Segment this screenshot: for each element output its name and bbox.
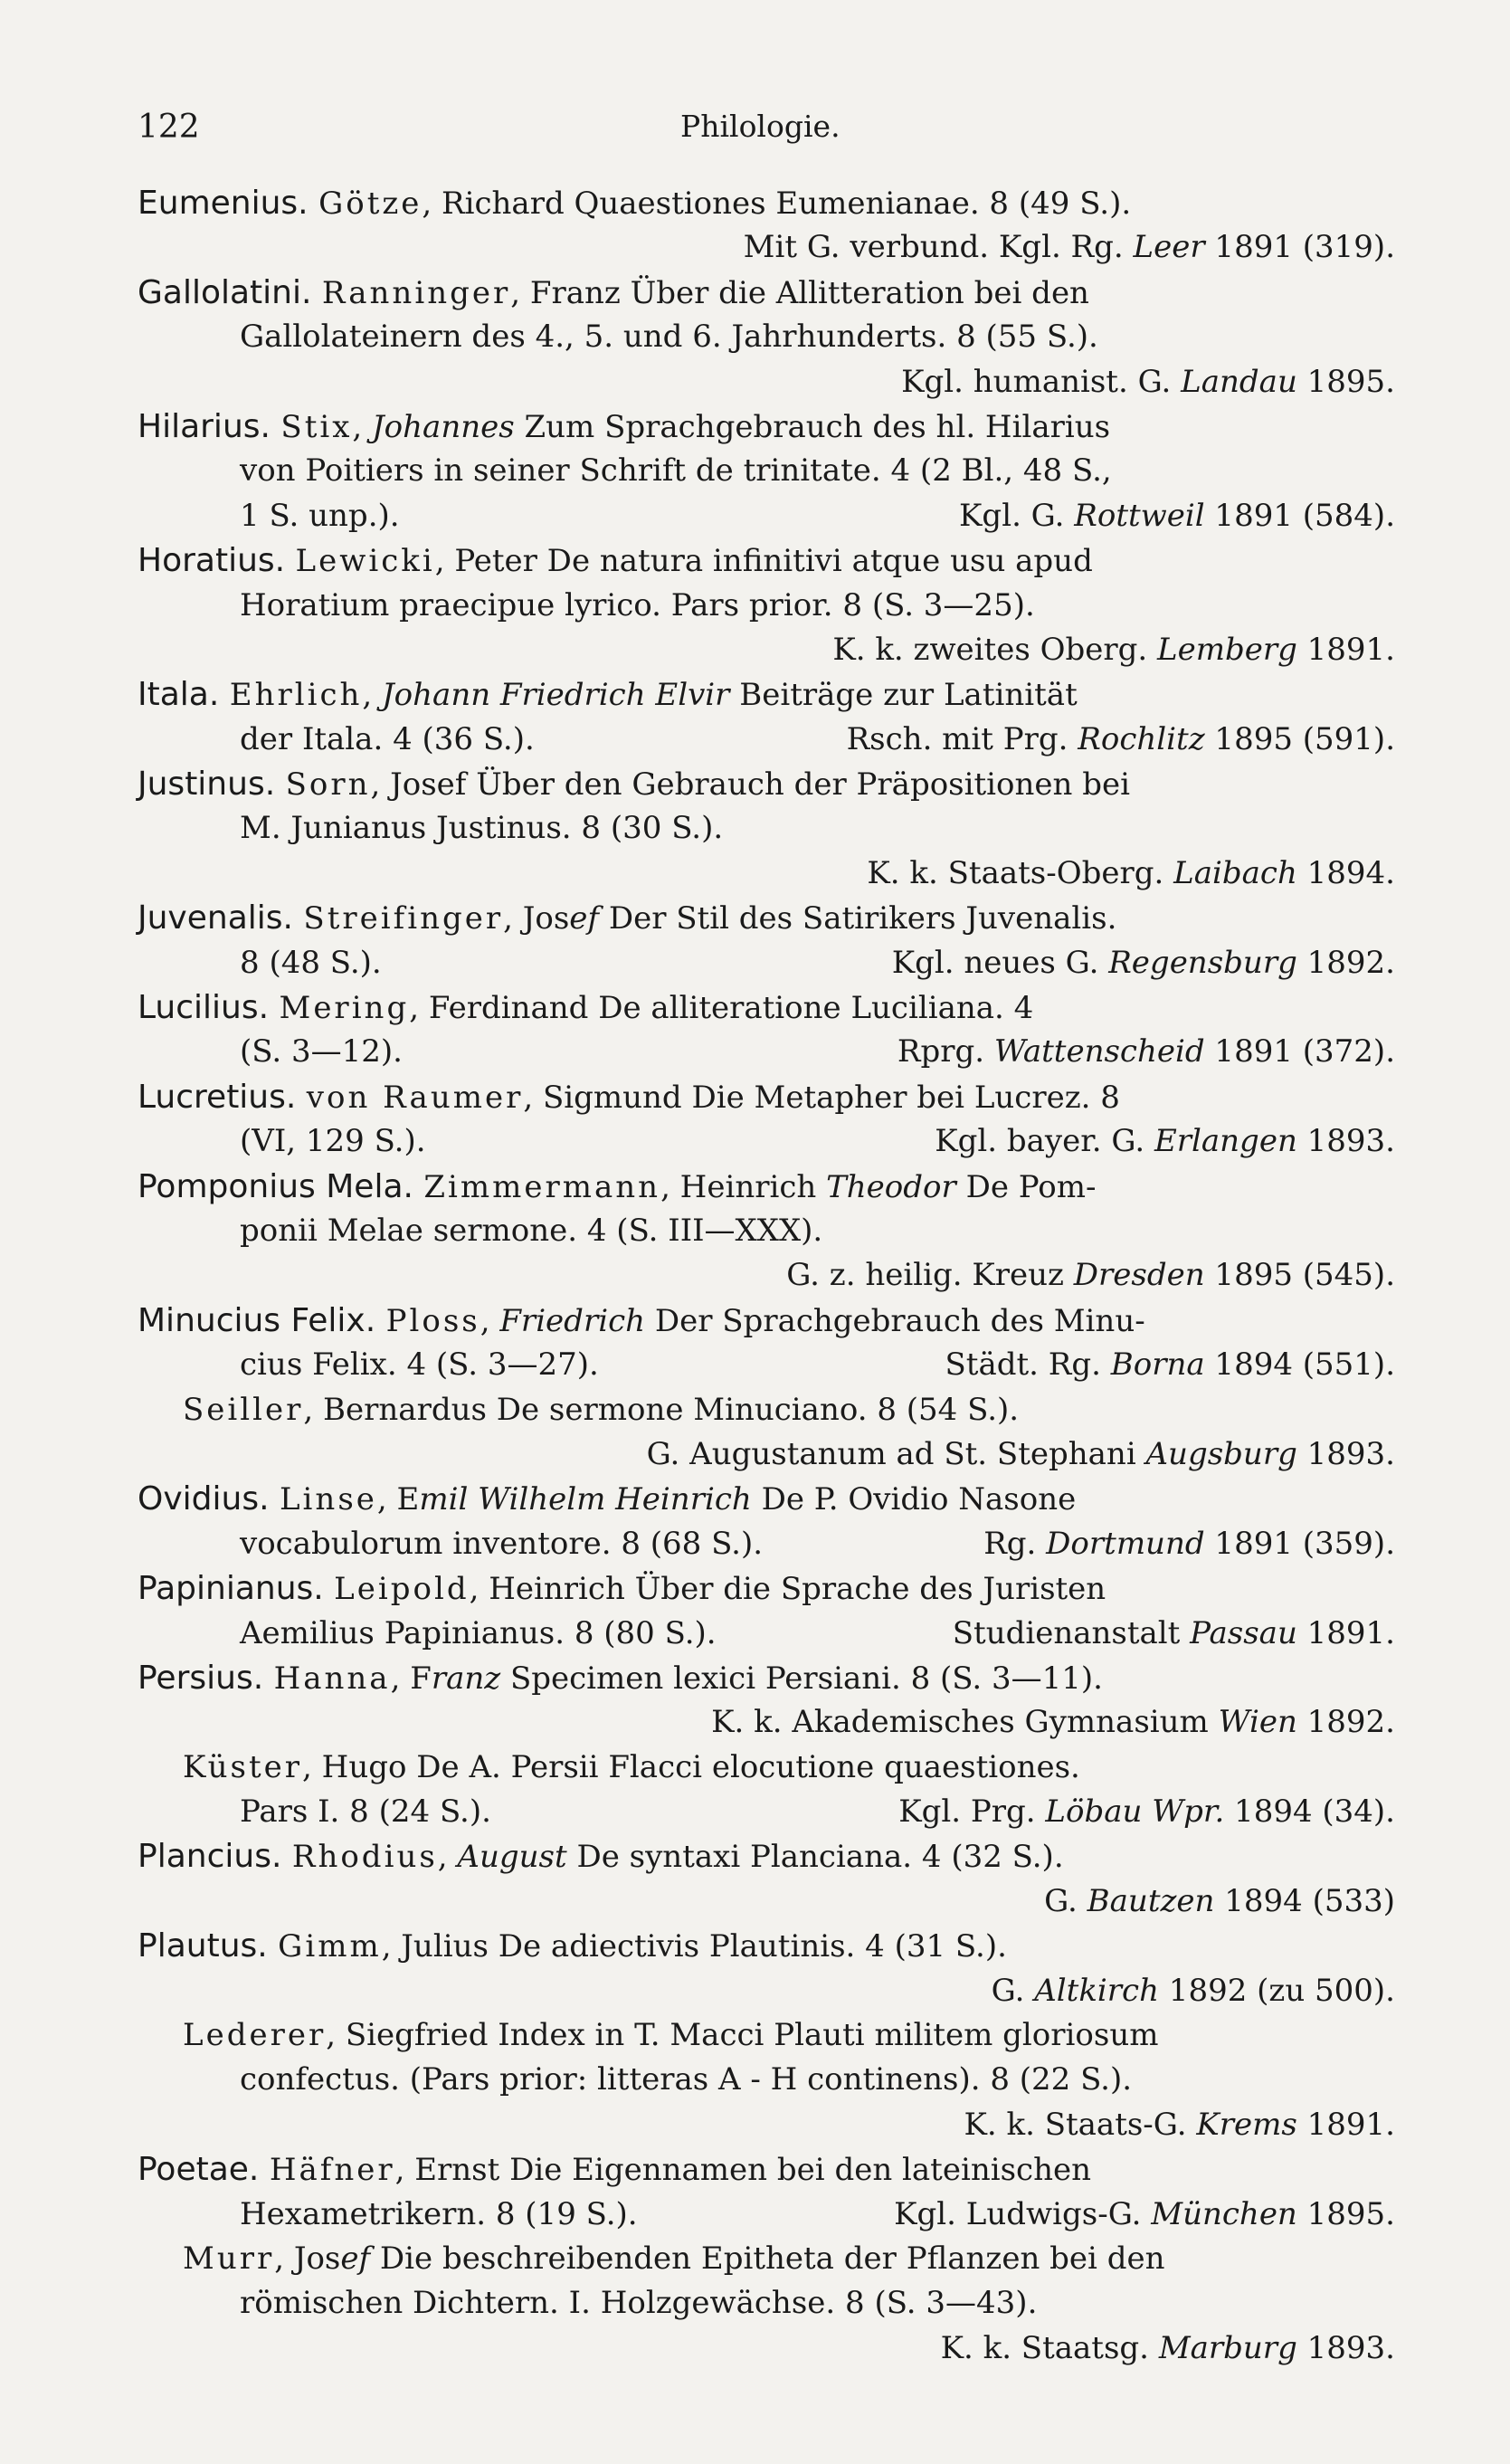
text-run: K. k. Staats-Oberg. <box>867 854 1174 891</box>
entry-line <box>138 1119 1395 1164</box>
school-reference <box>898 1790 1395 1834</box>
entry-line <box>138 762 1395 806</box>
entry-line <box>138 271 1395 315</box>
italic-text: Landau <box>1181 363 1297 400</box>
text-run: De P. Ovidio Nasone <box>751 1481 1077 1518</box>
entry-line <box>138 315 1395 359</box>
page-number: 122 <box>138 109 200 146</box>
text-run: , Ferdinand De alliteratione Luciliana. 4 <box>409 990 1034 1027</box>
italic-text: Altkirch <box>1034 1972 1159 2009</box>
text-run: Rg. <box>983 1525 1047 1562</box>
school-reference <box>897 1030 1395 1074</box>
text-run: De Pom- <box>955 1168 1097 1205</box>
entry-line <box>138 1432 1395 1477</box>
author-name: Ranninger <box>321 274 511 311</box>
italic-text: Borna <box>1110 1346 1205 1384</box>
text-run: (S. 3—12). <box>240 1033 403 1070</box>
text-run: G. <box>1044 1882 1087 1919</box>
school-reference <box>959 494 1395 538</box>
text-run: 1892. <box>1296 944 1395 981</box>
text-run: , Peter De natura infinitivi atque usu apud <box>434 543 1093 580</box>
text-run: der Itala. 4 (36 S.). <box>240 720 535 757</box>
text-run: Studienanstalt <box>952 1614 1191 1651</box>
text-run: K. k. Staatsg. <box>940 2329 1159 2366</box>
school-reference <box>953 1612 1395 1656</box>
headword: Persius. <box>138 1659 274 1697</box>
text-run: , <box>480 1302 500 1339</box>
school-reference <box>983 1522 1395 1566</box>
text-run: 1891. <box>1296 631 1395 668</box>
entry-line <box>138 2193 1395 2237</box>
text-run: Mit G. verbund. Kgl. Rg. <box>743 229 1134 266</box>
text-run: , Heinrich Über die Sprache des Juristen <box>469 1571 1106 1608</box>
entry-line <box>138 1343 1395 1387</box>
text-run: 1893. <box>1296 1435 1395 1472</box>
headword: Lucilius. <box>138 989 280 1027</box>
text-run: 1892. <box>1296 1704 1395 1741</box>
author-name: Streifinger <box>303 900 504 937</box>
entry-line <box>138 1879 1395 1924</box>
entry-line <box>138 404 1395 449</box>
text-run: 1891. <box>1296 1614 1395 1651</box>
entry-line <box>138 225 1395 270</box>
italic-text: Passau <box>1190 1614 1297 1651</box>
entry-line <box>138 181 1395 225</box>
text-run: G. <box>991 1972 1035 2009</box>
entry-line <box>138 1477 1395 1521</box>
text-run: Horatium praecipue lyrico. Pars prior. 8 (S. 3—25). <box>240 586 1035 623</box>
italic-text: Friedrich <box>499 1302 646 1339</box>
entry-line <box>138 2013 1395 2058</box>
entry-line <box>138 851 1395 896</box>
text-run: M. Junianus Justinus. 8 (30 S.). <box>240 810 724 847</box>
text-run: , Josef Über den Gebrauch der Präpositionen bei <box>370 766 1130 804</box>
text-run: Der Sprachgebrauch des Minu- <box>645 1302 1145 1339</box>
school-reference <box>935 1119 1395 1164</box>
text-run: , <box>437 1839 458 1876</box>
headword: Itala. <box>138 676 230 714</box>
entry-line <box>138 1075 1395 1119</box>
text-run: , Sigmund Die Metapher bei Lucrez. 8 <box>523 1079 1120 1116</box>
entry-line <box>138 1030 1395 1074</box>
author-name: Häfner <box>269 2152 395 2189</box>
text-run: cius Felix. 4 (S. 3—27). <box>240 1346 599 1384</box>
text-run: , F <box>390 1660 432 1697</box>
text-run: , Richard Quaestiones Eumenianae. 8 (49 S.). <box>422 186 1132 222</box>
italic-text: Rochlitz <box>1078 720 1205 757</box>
italic-text: München <box>1151 2195 1297 2232</box>
italic-text: Bautzen <box>1087 1882 1215 1919</box>
text-run: K. k. Akademisches Gymnasium <box>711 1704 1219 1741</box>
headword: Ovidius. <box>138 1480 280 1518</box>
text-run: , Ernst Die Eigennamen bei den lateinischen <box>394 2152 1092 2189</box>
author-name: Linse <box>279 1481 377 1518</box>
running-title: Philologie. <box>680 109 840 144</box>
author-name: Gimm <box>278 1928 382 1965</box>
italic-text: ef <box>340 2240 371 2277</box>
entry-line <box>138 628 1395 672</box>
author-name: Küster <box>183 1748 303 1785</box>
text-run: 1894 (533) <box>1214 1882 1395 1919</box>
italic-text: mil Wilhelm Heinrich <box>419 1481 752 1518</box>
headword: Plautus. <box>138 1927 279 1965</box>
headword: Justinus. <box>138 766 286 804</box>
text-run: , Heinrich <box>660 1168 827 1205</box>
italic-text: August <box>457 1839 567 1876</box>
entry-line <box>138 672 1395 717</box>
text-run: , Bernardus De sermone Minuciano. 8 (54 S.). <box>303 1391 1020 1428</box>
italic-text: Löbau Wpr. <box>1045 1793 1225 1831</box>
italic-text: ef <box>569 900 600 937</box>
entry-line <box>138 1790 1395 1834</box>
italic-text: Johann Friedrich <box>382 677 646 714</box>
text-run: 1891 (359). <box>1204 1525 1395 1562</box>
school-reference <box>892 941 1395 985</box>
entry-line <box>138 1522 1395 1566</box>
text-run: Städt. Rg. <box>945 1346 1111 1384</box>
text-run: von Poitiers in seiner Schrift de trinitate. 4 (2 Bl., 48 S., <box>240 452 1112 490</box>
bibliography-list <box>138 181 1395 2371</box>
headword: Gallolatini. <box>138 273 322 311</box>
text-run: Die beschreibenden Epitheta der Pflanzen bei den <box>370 2240 1165 2277</box>
text-run: De syntaxi Planciana. 4 (32 S.). <box>566 1839 1064 1876</box>
entry-line <box>138 360 1395 404</box>
text-run: Specimen lexici Persiani. 8 (S. 3—11). <box>500 1660 1103 1697</box>
text-run: confectus. (Pars prior: litteras A - H continens). 8 (22 S.). <box>240 2061 1133 2098</box>
text-run: römischen Dichtern. I. Holzgewächse. 8 (S. 3—43). <box>240 2285 1038 2322</box>
author-name: Sorn <box>285 766 371 804</box>
text-run: 1895 (545). <box>1204 1257 1395 1294</box>
text-run: 8 (48 S.). <box>240 944 382 981</box>
italic-text: Elvir <box>655 677 730 714</box>
text-run: Rprg. <box>897 1033 994 1070</box>
text-run: K. k. Staats-G. <box>964 2106 1197 2143</box>
italic-text: Dortmund <box>1046 1525 1205 1562</box>
headword: Lucretius. <box>138 1078 307 1116</box>
school-reference <box>847 718 1395 762</box>
author-name: Leipold <box>334 1571 470 1608</box>
headword: Hilarius. <box>138 407 281 445</box>
author-name: Seiller <box>183 1391 304 1428</box>
entry-line <box>138 2326 1395 2371</box>
text-run: G. z. heilig. Kreuz <box>786 1257 1074 1294</box>
text-run: Hexametrikern. 8 (19 S.). <box>240 2195 638 2232</box>
entry-line <box>138 1746 1395 1790</box>
italic-text: Theodor <box>826 1168 956 1205</box>
entry-line <box>138 2237 1395 2281</box>
text-run: , <box>362 677 383 714</box>
entry-line <box>138 1834 1395 1879</box>
entry-line <box>138 985 1395 1030</box>
italic-text: Erlangen <box>1154 1123 1297 1160</box>
entry-line <box>138 1388 1395 1432</box>
text-run: 1895 (591). <box>1204 720 1395 757</box>
entry-line <box>138 2103 1395 2147</box>
entry-line <box>138 1299 1395 1343</box>
text-run: 1893. <box>1296 2329 1395 2366</box>
text-run <box>646 677 656 713</box>
headword: Papinianus. <box>138 1570 335 1608</box>
school-reference <box>894 2193 1395 2237</box>
italic-text: Wien <box>1218 1704 1297 1741</box>
text-run: (VI, 129 S.). <box>240 1123 426 1160</box>
headword: Plancius. <box>138 1838 292 1876</box>
italic-text: Lemberg <box>1157 631 1297 668</box>
text-run: Der Stil des Satirikers Juvenalis. <box>599 900 1117 937</box>
text-run: 1 S. unp.). <box>240 497 400 534</box>
italic-text: Marburg <box>1158 2329 1297 2366</box>
entry-line <box>138 718 1395 762</box>
text-run: 1891 (372). <box>1204 1033 1395 1070</box>
text-run: 1895. <box>1296 2195 1395 2232</box>
text-run: , Jos <box>274 2240 341 2277</box>
text-run: Beiträge zur Latinität <box>729 677 1078 714</box>
text-run: , Julius De adiectivis Plautinis. 4 (31 S.). <box>381 1928 1007 1965</box>
author-name: Lewicki <box>295 543 435 580</box>
headword: Pomponius Mela. <box>138 1167 424 1205</box>
entry-line <box>138 1566 1395 1611</box>
entry-line <box>138 1969 1395 2013</box>
italic-text: Rottweil <box>1074 497 1205 534</box>
headword: Juvenalis. <box>138 899 304 937</box>
entry-line <box>138 1612 1395 1656</box>
author-name: Götze <box>318 186 423 222</box>
text-run: Pars I. 8 (24 S.). <box>240 1793 491 1831</box>
italic-text: Leer <box>1133 229 1205 266</box>
author-name: Hanna <box>273 1660 391 1697</box>
entry-line <box>138 896 1395 940</box>
text-run: Gallolateinern des 4., 5. und 6. Jahrhunderts. 8 (55 S.). <box>240 319 1098 356</box>
text-run: Kgl. Ludwigs-G. <box>894 2195 1152 2232</box>
italic-text: Johannes <box>372 408 515 445</box>
school-reference <box>945 1343 1395 1387</box>
page-header <box>138 109 1386 154</box>
text-run: , Hugo De A. Persii Flacci elocutione quaestiones. <box>302 1748 1080 1785</box>
text-run: , E <box>376 1481 420 1518</box>
entry-line <box>138 494 1395 538</box>
italic-text: Laibach <box>1173 854 1297 891</box>
text-run: 1894 (34). <box>1224 1793 1395 1831</box>
entry-line <box>138 1700 1395 1745</box>
entry-line <box>138 806 1395 851</box>
author-name: Ploss <box>385 1302 480 1339</box>
author-name: Zimmermann <box>423 1168 661 1205</box>
entry-line <box>138 941 1395 985</box>
entry-line <box>138 584 1395 628</box>
text-run: , <box>352 408 373 445</box>
author-name: Stix <box>280 408 353 445</box>
text-run: 1894 (551). <box>1204 1346 1395 1384</box>
text-run: , Jos <box>503 900 570 937</box>
text-run: , Franz Über die Allitteration bei den <box>510 274 1089 311</box>
entry-line <box>138 1209 1395 1253</box>
author-name: Murr <box>183 2240 275 2277</box>
italic-text: Wattenscheid <box>993 1033 1205 1070</box>
text-run: Rsch. mit Prg. <box>846 720 1078 757</box>
entry-line <box>138 449 1395 493</box>
italic-text: Krems <box>1196 2106 1297 2143</box>
text-run: , Siegfried Index in T. Macci Plauti militem gloriosum <box>326 2017 1159 2054</box>
author-name: von Raumer <box>306 1079 524 1116</box>
author-name: Ehrlich <box>229 677 363 714</box>
entry-line <box>138 2058 1395 2102</box>
text-run: Kgl. G. <box>959 497 1075 534</box>
italic-text: Regensburg <box>1108 944 1297 981</box>
text-run: G. Augustanum ad St. Stephani <box>646 1435 1146 1472</box>
entry-line <box>138 538 1395 583</box>
text-run: Kgl. humanist. G. <box>901 363 1182 400</box>
italic-text: ranz <box>431 1660 501 1697</box>
text-run: 1894. <box>1296 854 1395 891</box>
entry-line <box>138 1165 1395 1209</box>
text-run: 1893. <box>1296 1123 1395 1160</box>
italic-text: Dresden <box>1073 1257 1205 1294</box>
text-run: Zum Sprachgebrauch des hl. Hilarius <box>514 408 1111 445</box>
entry-line <box>138 1924 1395 1968</box>
entry-line <box>138 1656 1395 1700</box>
text-run: K. k. zweites Oberg. <box>832 631 1157 668</box>
italic-text: Augsburg <box>1145 1435 1297 1472</box>
entry-line <box>138 2281 1395 2326</box>
author-name: Rhodius <box>291 1839 438 1876</box>
entry-line <box>138 1253 1395 1298</box>
text-run: Kgl. bayer. G. <box>935 1123 1154 1160</box>
text-run: 1895. <box>1296 363 1395 400</box>
text-run: Kgl. Prg. <box>898 1793 1046 1831</box>
text-run: 1891. <box>1296 2106 1395 2143</box>
text-run: ponii Melae sermone. 4 (S. III—XXX). <box>240 1212 823 1249</box>
text-run: vocabulorum inventore. 8 (68 S.). <box>240 1525 764 1562</box>
headword: Eumenius. <box>138 185 319 222</box>
text-run: Kgl. neues G. <box>891 944 1109 981</box>
headword: Minucius Felix. <box>138 1301 386 1339</box>
text-run: 1891 (584). <box>1204 497 1395 534</box>
text-run: 1892 (zu 500). <box>1159 1972 1395 2009</box>
entry-line <box>138 2147 1395 2192</box>
text-run: 1891 (319). <box>1204 229 1395 266</box>
text-run: Aemilius Papinianus. 8 (80 S.). <box>240 1614 717 1651</box>
headword: Poetae. <box>138 2151 270 2189</box>
author-name: Lederer <box>183 2017 327 2054</box>
author-name: Mering <box>279 990 410 1027</box>
headword: Horatius. <box>138 542 296 580</box>
